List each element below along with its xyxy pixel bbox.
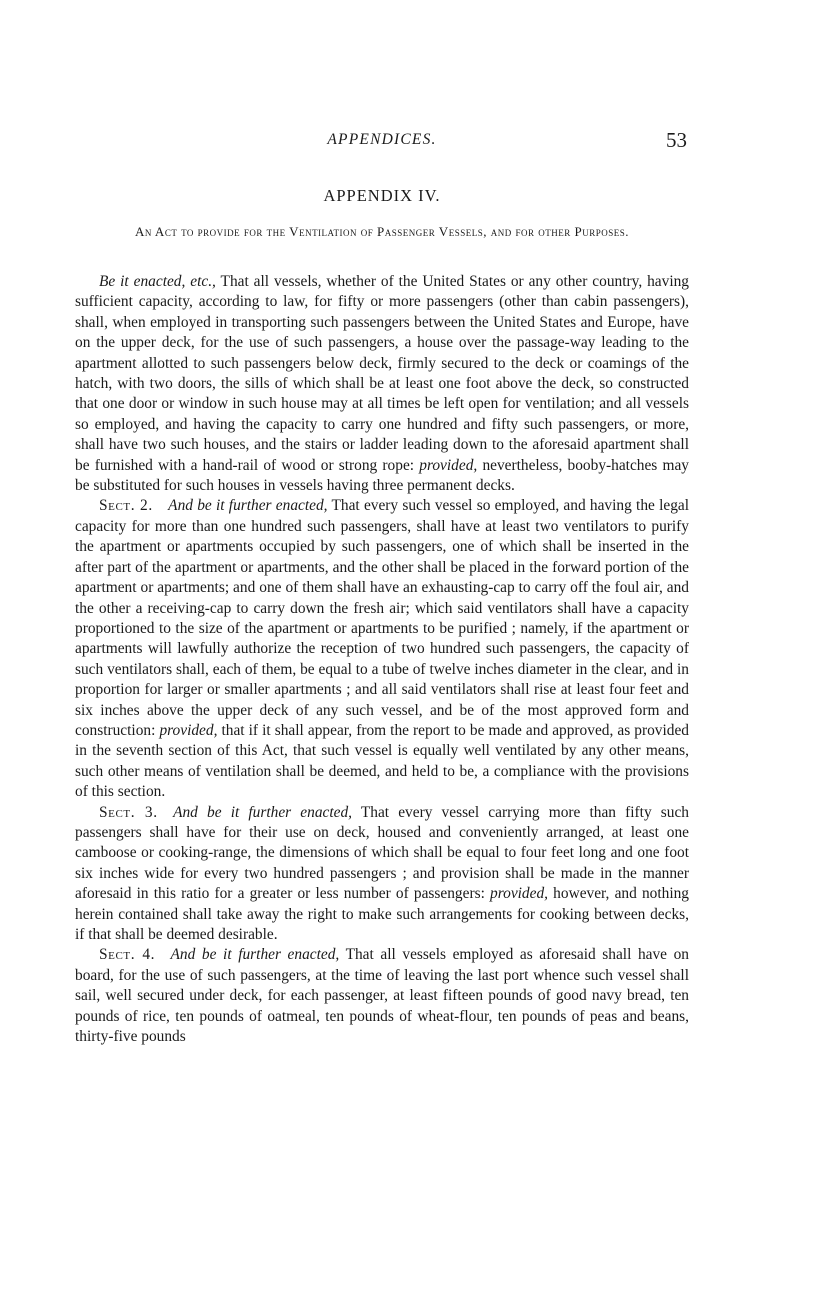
section-number: Sect. 3.	[99, 803, 158, 821]
running-title: APPENDICES.	[327, 131, 437, 148]
appendix-heading: APPENDIX IV.	[323, 186, 441, 205]
paragraph-text: That every such vessel so employed, and having the legal capacity for more than one hundred such passengers, shall have at least two ventilators to purify the apartment or apartments occupied by such passengers, one of which shall be inserted in the after part of the apartment or apartments, and the other shall be placed in the forward portion of the apartment or apartments; and one of them shall have an exhausting-cap to carry off the foul air, and the other a receiving-cap to carry down the fresh air; which said ventilators shall have a capacity proportioned to the size of the apartment or apartments to be purified ; namely, if the apartment or apartments will lawfully authorize the reception of two hundred such passengers, the capacity of such ventilators shall, each of them, be equal to a tube of twelve inches diameter in the clear, and in proportion for larger or smaller apartments ; and all said ventilators shall rise at least four feet and six inches above the upper deck of any such vessel, and be of the most approved form and construction:	[75, 497, 690, 739]
paragraph-tail: however, and nothing herein contained shall take away the right to make such arrangements for cooking between decks, if that shall be deemed desirable.	[75, 885, 689, 943]
paragraph-1	[75, 272, 689, 496]
section-number: Sect. 2.	[99, 497, 153, 515]
paragraph-4	[75, 945, 689, 1047]
enacting-clause: And be it further enacted,	[173, 803, 352, 821]
section-number: Sect. 4.	[99, 946, 156, 964]
act-title: An Act to provide for the Ventilation of Passenger Vessels, and for other Purposes.	[135, 224, 629, 239]
body-text	[75, 272, 689, 1047]
paragraph-text: That all vessels employed as aforesaid shall have on board, for the use of such passengers, at the time of leaving the last port whence such vessel shall sail, well secured under deck, for each passenger, at least fifteen pounds of good navy bread, ten pounds of rice, ten pounds of oatmeal, ten pounds of wheat-flour, ten pounds of peas and beans, thirty-five pounds	[75, 946, 690, 1046]
proviso-word: provided,	[490, 885, 549, 903]
paragraph-3	[75, 803, 689, 946]
paragraph-tail: that if it shall appear, from the report to be made and approved, as provided in the seventh section of this Act, that such vessel is equally well ventilated by any other means, such other means of ventilation shall be deemed, and held to be, a compliance with the provisions of this section.	[75, 721, 689, 801]
proviso-word: provided,	[159, 721, 218, 739]
running-head	[75, 128, 689, 155]
enacting-clause: And be it further enacted,	[170, 946, 340, 964]
paragraph-text: That all vessels, whether of the United States or any other country, having sufficient capacity, according to law, for fifty or more passengers (other than cabin passengers), shall, when employed in transporting such passengers between the United States and Europe, have on the upper deck, for the use of such passengers, a house over the passage-way leading to the apartment allotted to such passengers below deck, firmly secured to the deck or coamings of the hatch, with two doors, the sills of which shall be at least one foot above the deck, so constructed that one door or window in such house may at all times be left open for ventilation; and all vessels so employed, and having the capacity to carry one hundred and fifty such passengers, or more, shall have two such houses, and the stairs or ladder leading down to the aforesaid apartment shall be furnished with a hand-rail of wood or strong rope:	[75, 273, 689, 474]
paragraph-tail: nevertheless, booby-hatches may be substituted for such houses in vessels having three permanent decks.	[75, 456, 689, 495]
page-number: 53	[666, 128, 687, 152]
paragraph-text: That every vessel carrying more than fifty such passengers shall have for their use on deck, housed and conveniently arranged, at least one camboose or cooking-range, the dimensions of which shall be equal to four feet long and one foot six inches wide for every two hundred passengers ; and provision shall be made in the manner aforesaid in this ratio for a greater or less number of passengers:	[75, 803, 690, 903]
enacting-clause: Be it enacted, etc.,	[99, 273, 216, 290]
enacting-clause: And be it further enacted,	[168, 497, 328, 515]
proviso-word: provided,	[419, 456, 478, 474]
paragraph-2	[75, 496, 689, 802]
